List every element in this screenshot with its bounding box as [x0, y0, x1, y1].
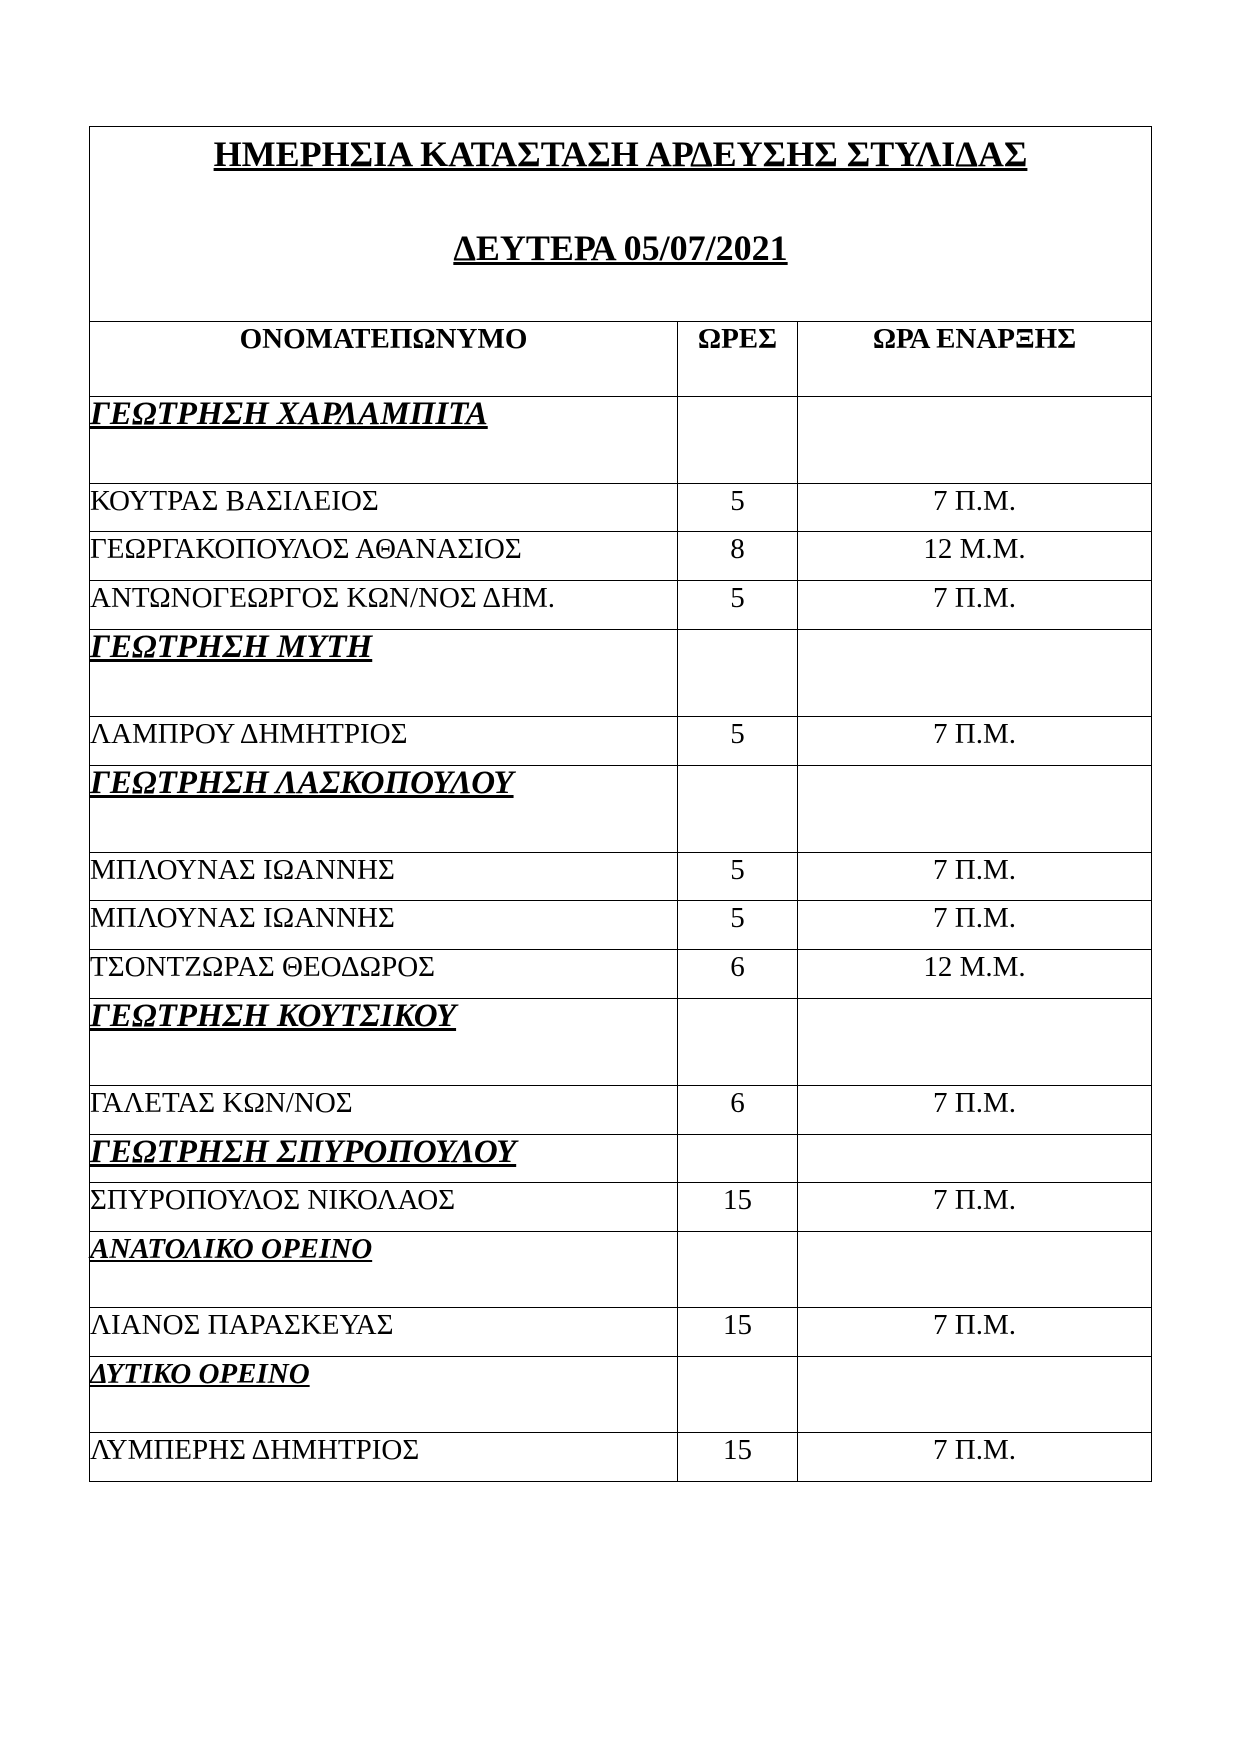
person-name: ΓΕΩΡΓΑΚΟΠΟΥΛΟΣ ΑΘΑΝΑΣΙΟΣ: [90, 532, 678, 581]
irrigation-hours: 5: [678, 901, 798, 950]
document-title: ΗΜΕΡΗΣΙΑ ΚΑΤΑΣΤΑΣΗ ΑΡΔΕΥΣΗΣ ΣΤΥΛΙΔΑΣ: [213, 134, 1028, 174]
table-row: [90, 717, 1152, 766]
start-time: 7 Π.Μ.: [798, 853, 1152, 901]
section-hours-cell: [678, 999, 798, 1086]
section-hours-cell: [678, 630, 798, 717]
person-name: ΛΑΜΠΡΟΥ ΔΗΜΗΤΡΙΟΣ: [90, 717, 678, 766]
section-label: ΓΕΩΤΡΗΣΗ ΧΑΡΛΑΜΠΙΤΑ: [90, 396, 488, 432]
irrigation-schedule-sheet: [89, 126, 1151, 1482]
document-date: ΔΕΥΤΕΡΑ 05/07/2021: [453, 228, 788, 268]
section-name-cell: [90, 766, 678, 853]
irrigation-hours: 6: [678, 950, 798, 999]
section-name-cell: [90, 999, 678, 1086]
start-time: 7 Π.Μ.: [798, 1183, 1152, 1232]
title-row: [90, 127, 1152, 322]
irrigation-hours: 6: [678, 1086, 798, 1135]
header-row: [90, 322, 1152, 397]
person-name: ΛΥΜΠΕΡΗΣ ΔΗΜΗΤΡΙΟΣ: [90, 1433, 678, 1482]
table-row: [90, 1086, 1152, 1135]
section-name-cell: [90, 1232, 678, 1308]
section-name-cell: [90, 1135, 678, 1183]
table-row: [90, 581, 1152, 630]
irrigation-hours: 15: [678, 1183, 798, 1232]
person-name: ΑΝΤΩΝΟΓΕΩΡΓΟΣ ΚΩΝ/ΝΟΣ ΔΗΜ.: [90, 581, 678, 630]
section-row: [90, 1135, 1152, 1183]
column-header-name: ΟΝΟΜΑΤΕΠΩΝΥΜΟ: [90, 322, 678, 397]
person-name: ΜΠΛΟΥΝΑΣ ΙΩΑΝΝΗΣ: [90, 853, 678, 901]
start-time: 7 Π.Μ.: [798, 1308, 1152, 1357]
irrigation-hours: 15: [678, 1308, 798, 1357]
section-label: ΔΥΤΙΚΟ ΟΡΕΙΝΟ: [90, 1358, 310, 1390]
column-header-hours: ΩΡΕΣ: [678, 322, 798, 397]
section-hours-cell: [678, 397, 798, 484]
section-row: [90, 766, 1152, 853]
section-hours-cell: [678, 766, 798, 853]
table-row: [90, 484, 1152, 532]
irrigation-hours: 5: [678, 484, 798, 532]
section-label: ΑΝΑΤΟΛΙΚΟ ΟΡΕΙΝΟ: [90, 1233, 373, 1265]
section-label: ΓΕΩΤΡΗΣΗ ΛΑΣΚΟΠΟΥΛΟΥ: [90, 765, 514, 801]
irrigation-hours: 5: [678, 581, 798, 630]
section-start-cell: [798, 1135, 1152, 1183]
irrigation-hours: 5: [678, 853, 798, 901]
start-time: 7 Π.Μ.: [798, 1086, 1152, 1135]
start-time: 7 Π.Μ.: [798, 484, 1152, 532]
table-row: [90, 950, 1152, 999]
section-label: ΓΕΩΤΡΗΣΗ ΚΟΥΤΣΙΚΟΥ: [90, 998, 457, 1034]
irrigation-hours: 8: [678, 532, 798, 581]
start-time: 12 Μ.Μ.: [798, 950, 1152, 999]
irrigation-hours: 5: [678, 717, 798, 766]
section-row: [90, 1232, 1152, 1308]
section-row: [90, 999, 1152, 1086]
section-name-cell: [90, 1357, 678, 1433]
section-name-cell: [90, 630, 678, 717]
section-label: ΓΕΩΤΡΗΣΗ ΜΥΤΗ: [90, 629, 373, 665]
person-name: ΜΠΛΟΥΝΑΣ ΙΩΑΝΝΗΣ: [90, 901, 678, 950]
person-name: ΛΙΑΝΟΣ ΠΑΡΑΣΚΕΥΑΣ: [90, 1308, 678, 1357]
person-name: ΣΠΥΡΟΠΟΥΛΟΣ ΝΙΚΟΛΑΟΣ: [90, 1183, 678, 1232]
section-start-cell: [798, 999, 1152, 1086]
section-hours-cell: [678, 1135, 798, 1183]
section-row: [90, 397, 1152, 484]
table-row: [90, 1433, 1152, 1482]
table-row: [90, 1308, 1152, 1357]
start-time: 7 Π.Μ.: [798, 901, 1152, 950]
start-time: 7 Π.Μ.: [798, 717, 1152, 766]
start-time: 12 Μ.Μ.: [798, 532, 1152, 581]
section-label: ΓΕΩΤΡΗΣΗ ΣΠΥΡΟΠΟΥΛΟΥ: [90, 1134, 517, 1170]
section-start-cell: [798, 397, 1152, 484]
irrigation-schedule-table: [89, 126, 1152, 1482]
section-row: [90, 630, 1152, 717]
table-row: [90, 532, 1152, 581]
section-row: [90, 1357, 1152, 1433]
section-hours-cell: [678, 1232, 798, 1308]
section-start-cell: [798, 1357, 1152, 1433]
start-time: 7 Π.Μ.: [798, 581, 1152, 630]
section-hours-cell: [678, 1357, 798, 1433]
section-name-cell: [90, 397, 678, 484]
table-row: [90, 901, 1152, 950]
person-name: ΚΟΥΤΡΑΣ ΒΑΣΙΛΕΙΟΣ: [90, 484, 678, 532]
section-start-cell: [798, 766, 1152, 853]
start-time: 7 Π.Μ.: [798, 1433, 1152, 1482]
table-row: [90, 853, 1152, 901]
title-cell: [90, 127, 1152, 322]
person-name: ΓΑΛΕΤΑΣ ΚΩΝ/ΝΟΣ: [90, 1086, 678, 1135]
irrigation-hours: 15: [678, 1433, 798, 1482]
section-start-cell: [798, 630, 1152, 717]
column-header-start-time: ΩΡΑ ΕΝΑΡΞΗΣ: [798, 322, 1152, 397]
section-start-cell: [798, 1232, 1152, 1308]
table-row: [90, 1183, 1152, 1232]
person-name: ΤΣΟΝΤΖΩΡΑΣ ΘΕΟΔΩΡΟΣ: [90, 950, 678, 999]
